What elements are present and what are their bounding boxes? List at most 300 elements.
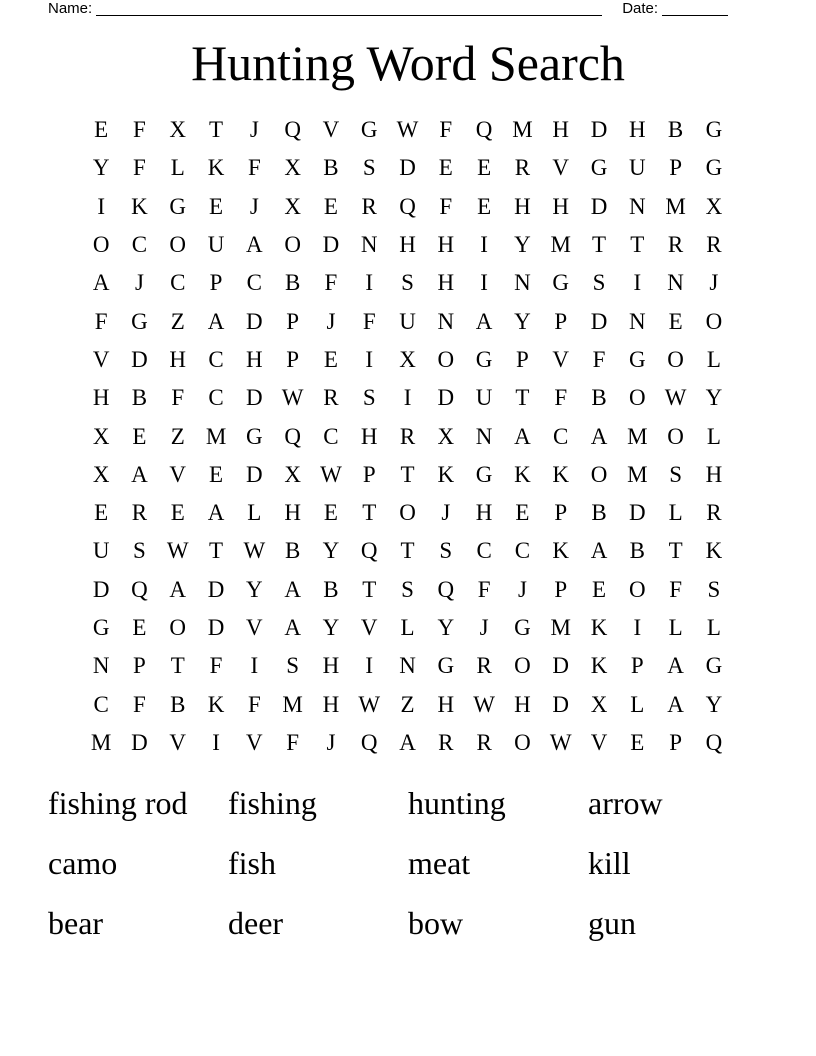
grid-letter[interactable]: H [552, 117, 570, 143]
grid-letter[interactable]: Y [322, 538, 340, 564]
word-bank-item: kill [588, 845, 631, 881]
grid-letter[interactable]: M [90, 729, 112, 755]
grid-letter[interactable]: P [516, 346, 529, 372]
grid-letter[interactable]: H [246, 346, 263, 372]
grid-letter[interactable]: I [365, 653, 374, 679]
grid-letter[interactable]: V [360, 615, 378, 640]
grid-letter[interactable]: W [549, 729, 572, 755]
grid-letter[interactable]: C [131, 232, 148, 258]
grid-letter[interactable]: J [326, 729, 336, 755]
grid-letter[interactable]: Q [437, 576, 455, 602]
grid-letter[interactable]: J [441, 500, 451, 526]
grid-letter[interactable]: G [475, 461, 493, 487]
name-blank-line[interactable] [96, 0, 602, 16]
grid-letter[interactable]: K [437, 461, 455, 487]
grid-letter[interactable]: F [247, 691, 261, 717]
grid-letter[interactable]: O [667, 346, 684, 372]
grid-letter[interactable]: M [205, 423, 227, 449]
grid-letter[interactable]: D [552, 653, 570, 679]
grid-letter[interactable]: R [361, 193, 377, 219]
grid-letter[interactable]: D [552, 691, 570, 717]
grid-letter[interactable]: L [706, 423, 721, 449]
grid-letter[interactable]: E [323, 346, 338, 372]
grid-letter[interactable]: E [323, 193, 338, 219]
grid-letter[interactable]: E [94, 500, 109, 526]
grid-letter[interactable]: D [246, 461, 263, 487]
grid-letter[interactable]: A [284, 576, 301, 602]
grid-letter[interactable]: I [365, 270, 374, 296]
grid-letter[interactable]: R [399, 423, 416, 449]
grid-letter[interactable]: T [362, 576, 377, 602]
grid-letter[interactable]: K [207, 691, 225, 717]
grid-letter[interactable]: F [669, 576, 682, 602]
grid-letter[interactable]: G [246, 423, 263, 449]
grid-letter[interactable]: N [360, 232, 378, 258]
grid-letter[interactable]: L [630, 691, 645, 717]
grid-letter[interactable]: H [399, 232, 416, 258]
grid-letter[interactable]: F [94, 308, 108, 334]
grid-letter[interactable]: C [553, 423, 569, 449]
grid-letter[interactable]: Q [284, 423, 301, 449]
grid-letter[interactable]: W [320, 461, 342, 487]
grid-letter[interactable]: H [360, 423, 378, 449]
grid-letter[interactable]: J [517, 576, 527, 602]
grid-letter[interactable]: H [552, 193, 570, 219]
grid-letter[interactable]: A [131, 461, 148, 487]
grid-letter[interactable]: F [133, 691, 146, 717]
grid-letter[interactable]: A [92, 270, 110, 296]
grid-letter[interactable]: L [400, 615, 415, 640]
grid-letter[interactable]: A [667, 653, 684, 679]
grid-letter[interactable]: O [514, 653, 531, 679]
grid-letter[interactable]: A [514, 423, 531, 449]
grid-letter[interactable]: U [628, 155, 646, 181]
grid-letter[interactable]: D [131, 729, 148, 755]
grid-letter[interactable]: Z [400, 691, 415, 717]
grid-letter[interactable]: I [365, 346, 374, 372]
grid-letter[interactable]: B [284, 538, 301, 564]
grid-letter[interactable]: O [667, 423, 684, 449]
grid-letter[interactable]: D [590, 117, 608, 143]
grid-letter[interactable]: E [591, 576, 607, 602]
grid-letter[interactable]: E [477, 193, 492, 219]
grid-letter[interactable]: F [592, 346, 606, 372]
grid-letter[interactable]: E [209, 461, 224, 487]
grid-letter[interactable]: A [475, 308, 493, 334]
grid-letter[interactable]: R [476, 729, 492, 755]
grid-letter[interactable]: P [362, 461, 376, 487]
grid-letter[interactable]: S [401, 576, 414, 602]
grid-letter[interactable]: G [514, 615, 531, 640]
grid-letter[interactable]: V [246, 729, 263, 755]
grid-letter[interactable]: Y [322, 615, 340, 640]
grid-letter[interactable]: C [323, 423, 339, 449]
grid-letter[interactable]: P [286, 346, 300, 372]
grid-letter[interactable]: C [93, 691, 109, 717]
grid-letter[interactable]: H [92, 385, 110, 411]
grid-letter[interactable]: X [284, 193, 301, 219]
grid-letter[interactable]: Q [360, 729, 378, 755]
grid-letter[interactable]: F [324, 270, 338, 296]
grid-letter[interactable]: U [207, 232, 225, 258]
grid-letter[interactable]: H [437, 270, 455, 296]
grid-letter[interactable]: Y [246, 576, 263, 602]
grid-letter[interactable]: P [554, 500, 568, 526]
grid-letter[interactable]: P [669, 729, 682, 755]
grid-letter[interactable]: A [169, 576, 187, 602]
grid-letter[interactable]: T [209, 117, 224, 143]
grid-letter[interactable]: S [592, 270, 606, 296]
grid-letter[interactable]: G [92, 615, 110, 640]
grid-letter[interactable]: W [473, 691, 495, 717]
grid-letter[interactable]: H [169, 346, 187, 372]
grid-letter[interactable]: S [362, 155, 376, 181]
grid-letter[interactable]: Q [360, 538, 378, 564]
word-bank-item: hunting [408, 785, 506, 821]
grid-letter[interactable]: I [480, 232, 488, 258]
grid-letter[interactable]: R [706, 232, 722, 258]
grid-letter[interactable]: M [512, 117, 533, 143]
grid-letter[interactable]: A [207, 500, 225, 526]
grid-letter[interactable]: V [590, 729, 608, 755]
grid-letter[interactable]: O [514, 729, 531, 755]
grid-letter[interactable]: J [134, 270, 144, 296]
grid-letter[interactable]: J [479, 615, 489, 640]
grid-letter[interactable]: N [92, 653, 110, 679]
grid-letter[interactable]: V [169, 461, 187, 487]
grid-letter[interactable]: K [590, 615, 608, 640]
grid-letter[interactable]: O [169, 232, 187, 258]
grid-letter[interactable]: U [92, 538, 110, 564]
grid-letter[interactable]: H [437, 691, 455, 717]
grid-letter[interactable]: S [439, 538, 453, 564]
grid-letter[interactable]: A [284, 615, 301, 640]
grid-letter[interactable]: M [627, 423, 648, 449]
grid-letter[interactable]: Y [514, 232, 531, 258]
grid-letter[interactable]: Q [131, 576, 148, 602]
grid-letter[interactable]: N [437, 308, 455, 334]
grid-letter[interactable]: E [132, 423, 147, 449]
grid-letter[interactable]: Y [514, 308, 531, 334]
grid-letter[interactable]: X [399, 346, 416, 372]
grid-letter[interactable]: F [133, 155, 146, 181]
grid-letter[interactable]: C [246, 270, 262, 296]
grid-letter[interactable]: J [249, 117, 259, 143]
grid-letter[interactable]: X [437, 423, 455, 449]
grid-letter[interactable]: K [552, 461, 570, 487]
grid-letter[interactable]: L [668, 500, 683, 526]
grid-letter[interactable]: F [554, 385, 568, 411]
grid-letter[interactable]: D [246, 308, 263, 334]
grid-letter[interactable]: Q [399, 193, 416, 219]
grid-letter[interactable]: K [590, 653, 608, 679]
grid-letter[interactable]: P [630, 653, 644, 679]
grid-letter[interactable]: D [590, 308, 608, 334]
grid-letter[interactable]: O [169, 615, 187, 640]
grid-letter[interactable]: D [590, 193, 608, 219]
grid-letter[interactable]: B [170, 691, 186, 717]
grid-letter[interactable]: G [590, 155, 608, 181]
grid-letter[interactable]: K [552, 538, 570, 564]
grid-letter[interactable]: I [250, 653, 259, 679]
grid-letter[interactable]: B [323, 155, 339, 181]
grid-letter[interactable]: H [475, 500, 493, 526]
grid-letter[interactable]: F [171, 385, 185, 411]
grid-letter[interactable]: E [323, 500, 338, 526]
grid-letter[interactable]: H [322, 653, 340, 679]
grid-letter[interactable]: D [207, 615, 225, 640]
grid-letter[interactable]: Z [170, 423, 185, 449]
grid-letter[interactable]: C [170, 270, 186, 296]
grid-letter[interactable]: P [554, 308, 568, 334]
grid-letter[interactable]: I [633, 270, 642, 296]
grid-letter[interactable]: M [550, 615, 571, 640]
grid-letter[interactable]: U [399, 308, 416, 334]
grid-letter[interactable]: R [514, 155, 531, 181]
grid-letter[interactable]: X [284, 155, 301, 181]
grid-letter[interactable]: T [400, 538, 415, 564]
grid-letter[interactable]: F [286, 729, 300, 755]
grid-letter[interactable]: R [131, 500, 148, 526]
grid-letter[interactable]: M [550, 232, 571, 258]
grid-letter[interactable]: W [243, 538, 266, 564]
grid-letter[interactable]: G [360, 117, 378, 143]
grid-letter[interactable]: B [131, 385, 148, 411]
grid-letter[interactable]: B [629, 538, 645, 564]
grid-letter[interactable]: Q [284, 117, 301, 143]
grid-letter[interactable]: E [209, 193, 224, 219]
grid-letter[interactable]: E [477, 155, 492, 181]
grid-letter[interactable]: X [705, 193, 723, 219]
grid-letter[interactable]: I [403, 385, 412, 411]
grid-letter[interactable]: S [133, 538, 146, 564]
grid-letter[interactable]: H [705, 461, 723, 487]
grid-letter[interactable]: S [362, 385, 376, 411]
grid-letter[interactable]: C [208, 385, 224, 411]
grid-letter[interactable]: R [438, 729, 454, 755]
grid-letter[interactable]: W [281, 385, 304, 411]
grid-letter[interactable]: P [669, 155, 682, 181]
grid-letter[interactable]: J [249, 193, 259, 219]
grid-letter[interactable]: K [514, 461, 531, 487]
grid-letter[interactable]: H [514, 691, 531, 717]
grid-letter[interactable]: U [475, 385, 493, 411]
grid-letter[interactable]: I [212, 729, 220, 755]
grid-letter[interactable]: J [326, 308, 336, 334]
grid-letter[interactable]: E [438, 155, 453, 181]
grid-letter[interactable]: A [399, 729, 416, 755]
grid-letter[interactable]: O [628, 576, 646, 602]
grid-letter[interactable]: D [322, 232, 340, 258]
word-bank-item: deer [228, 905, 284, 941]
grid-letter[interactable]: G [475, 346, 493, 372]
grid-letter[interactable]: Y [705, 385, 723, 411]
grid-letter[interactable]: B [323, 576, 339, 602]
grid-letter[interactable]: O [399, 500, 416, 526]
grid-letter[interactable]: L [247, 500, 262, 526]
grid-letter[interactable]: A [207, 308, 225, 334]
grid-letter[interactable]: L [706, 346, 721, 372]
grid-letter[interactable]: T [668, 538, 683, 564]
grid-letter[interactable]: T [170, 653, 185, 679]
grid-letter[interactable]: W [396, 117, 419, 143]
grid-letter[interactable]: N [514, 270, 531, 296]
grid-letter[interactable]: S [669, 461, 682, 487]
grid-letter[interactable]: K [705, 538, 723, 564]
grid-letter[interactable]: H [514, 193, 531, 219]
grid-letter[interactable]: G [169, 193, 187, 219]
word-bank-item: fish [228, 845, 276, 881]
grid-letter[interactable]: B [667, 117, 684, 143]
grid-letter[interactable]: I [633, 615, 642, 640]
grid-letter[interactable]: F [362, 308, 376, 334]
grid-letter[interactable]: P [133, 653, 146, 679]
grid-letter[interactable]: M [665, 193, 686, 219]
grid-letter[interactable]: P [209, 270, 223, 296]
grid-letter[interactable]: N [475, 423, 493, 449]
grid-letter[interactable]: E [94, 117, 109, 143]
grid-letter[interactable]: E [515, 500, 530, 526]
grid-letter[interactable]: O [705, 308, 723, 334]
grid-letter[interactable]: O [92, 232, 110, 258]
grid-letter[interactable]: X [92, 423, 110, 449]
word-bank-item: fishing [228, 785, 317, 821]
grid-letter[interactable]: V [552, 155, 570, 181]
grid-letter[interactable]: A [667, 691, 684, 717]
grid-letter[interactable]: E [668, 308, 683, 334]
grid-letter[interactable]: H [437, 232, 455, 258]
grid-letter[interactable]: B [591, 385, 607, 411]
grid-letter[interactable]: R [323, 385, 339, 411]
grid-letter[interactable]: W [166, 538, 189, 564]
grid-letter[interactable]: N [399, 653, 416, 679]
grid-letter[interactable]: O [628, 385, 646, 411]
grid-letter[interactable]: W [358, 691, 381, 717]
grid-letter[interactable]: F [247, 155, 261, 181]
grid-letter[interactable]: C [514, 538, 531, 564]
grid-letter[interactable]: P [554, 576, 568, 602]
grid-letter[interactable]: F [133, 117, 146, 143]
grid-letter[interactable]: G [628, 346, 646, 372]
grid-letter[interactable]: Y [705, 691, 723, 717]
grid-letter[interactable]: A [246, 232, 263, 258]
grid-letter[interactable]: F [209, 653, 223, 679]
grid-letter[interactable]: Q [705, 729, 723, 755]
grid-letter[interactable]: L [668, 615, 683, 640]
name-label: Name: [48, 0, 93, 17]
grid-letter[interactable]: B [591, 500, 607, 526]
word-bank [48, 780, 768, 960]
grid-letter[interactable]: D [437, 385, 455, 411]
grid-letter[interactable]: L [170, 155, 185, 181]
grid-letter[interactable]: D [92, 576, 110, 602]
grid-letter[interactable]: K [207, 155, 225, 181]
grid-letter[interactable]: E [630, 729, 645, 755]
grid-letter[interactable]: X [590, 691, 608, 717]
grid-letter[interactable]: D [207, 576, 225, 602]
grid-letter[interactable]: R [476, 653, 492, 679]
grid-letter[interactable]: R [706, 500, 722, 526]
grid-letter[interactable]: C [476, 538, 492, 564]
grid-letter[interactable]: E [132, 615, 147, 640]
grid-letter[interactable]: F [439, 117, 453, 143]
grid-letter[interactable]: T [591, 232, 607, 258]
grid-letter[interactable]: D [628, 500, 646, 526]
grid-letter[interactable]: G [437, 653, 455, 679]
grid-letter[interactable]: R [667, 232, 684, 258]
date-blank-line[interactable] [662, 0, 728, 16]
grid-letter[interactable]: C [208, 346, 224, 372]
grid-letter[interactable]: T [515, 385, 530, 411]
grid-letter[interactable]: N [667, 270, 684, 296]
grid-letter[interactable]: L [706, 615, 721, 640]
grid-letter[interactable]: X [92, 461, 110, 487]
grid-letter[interactable]: O [590, 461, 608, 487]
grid-letter[interactable]: Y [92, 155, 110, 181]
grid-letter[interactable]: S [707, 576, 721, 602]
grid-letter[interactable]: M [627, 461, 648, 487]
grid-letter[interactable]: V [92, 346, 110, 372]
grid-letter[interactable]: H [322, 691, 340, 717]
grid-letter[interactable]: G [552, 270, 570, 296]
grid-letter[interactable]: V [246, 615, 263, 640]
grid-letter[interactable]: H [628, 117, 646, 143]
grid-letter[interactable]: I [97, 193, 105, 219]
grid-letter[interactable]: T [400, 461, 415, 487]
grid-letter[interactable]: A [590, 538, 608, 564]
grid-letter[interactable]: Y [437, 615, 455, 640]
grid-letter[interactable]: K [131, 193, 148, 219]
grid-letter[interactable]: M [282, 691, 303, 717]
grid-letter[interactable]: W [664, 385, 687, 411]
grid-letter[interactable]: X [284, 461, 301, 487]
grid-letter[interactable]: S [401, 270, 414, 296]
grid-letter[interactable]: T [630, 232, 645, 258]
grid-letter[interactable]: S [286, 653, 300, 679]
grid-letter[interactable]: V [552, 346, 570, 372]
grid-letter[interactable]: D [131, 346, 148, 372]
grid-letter[interactable]: P [286, 308, 300, 334]
grid-letter[interactable]: E [170, 500, 185, 526]
grid-letter[interactable]: Q [475, 117, 493, 143]
grid-letter[interactable]: J [709, 270, 719, 296]
grid-letter[interactable]: D [399, 155, 416, 181]
grid-letter[interactable]: N [628, 308, 646, 334]
grid-letter[interactable]: G [705, 155, 723, 181]
grid-letter[interactable]: Z [170, 308, 185, 334]
grid-letter[interactable]: V [322, 117, 340, 143]
grid-letter[interactable]: G [131, 308, 148, 334]
grid-letter[interactable]: X [169, 117, 187, 143]
grid-letter[interactable]: I [480, 270, 488, 296]
grid-letter[interactable]: G [705, 117, 723, 143]
grid-letter[interactable]: H [284, 500, 301, 526]
grid-letter[interactable]: G [705, 653, 723, 679]
grid-letter[interactable]: F [439, 193, 453, 219]
grid-letter[interactable]: O [437, 346, 455, 372]
grid-letter[interactable]: D [246, 385, 263, 411]
letter-grid [82, 111, 733, 762]
grid-letter[interactable]: T [209, 538, 224, 564]
word-bank-item: bear [48, 905, 104, 941]
grid-letter[interactable]: T [362, 500, 377, 526]
grid-letter[interactable]: N [628, 193, 646, 219]
grid-letter[interactable]: O [284, 232, 301, 258]
grid-letter[interactable]: A [590, 423, 608, 449]
grid-letter[interactable]: V [169, 729, 187, 755]
grid-letter[interactable]: B [284, 270, 301, 296]
grid-letter[interactable]: F [477, 576, 491, 602]
